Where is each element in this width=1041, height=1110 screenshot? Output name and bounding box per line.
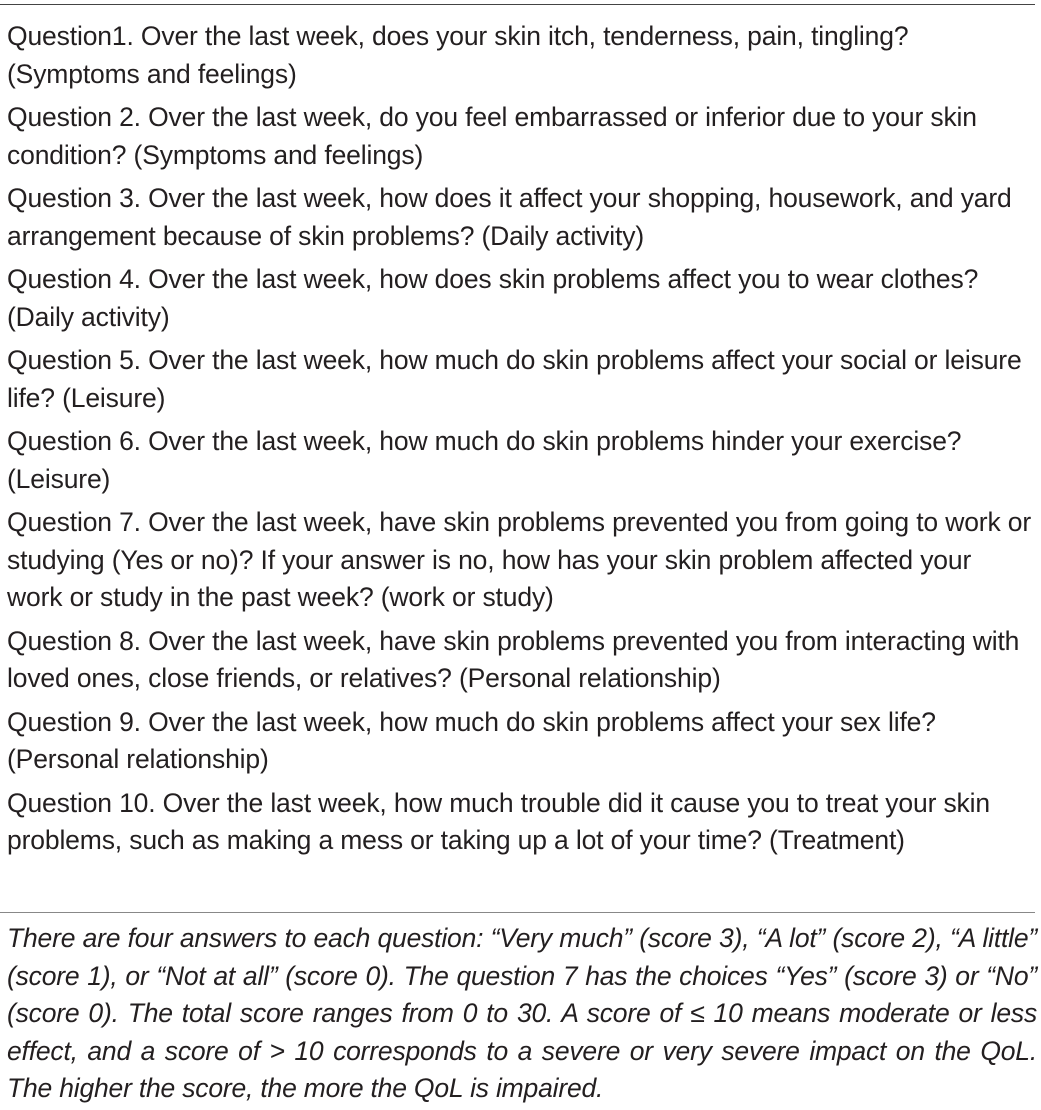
table-footnote: There are four answers to each question: “Very much” (score 3), “A lot” (score 2), “A little” (score 1), or “Not at all” (score 0). The question 7 has the choices “Yes” (score 3) or “No” (score 0). The total score ranges from 0 to 30. A score of ≤ 10 means moderate or less effect, and a score of > 10 corresponds to a severe or very severe impact on the QoL. The higher the score, the more the QoL is impaired. — [7, 923, 1037, 1104]
question-row-9: Question 9. Over the last week, how much do skin problems affect your sex life? (Personal relationship) — [7, 706, 936, 774]
top-rule — [0, 4, 1035, 5]
footnote-rule — [0, 912, 1035, 913]
question-row-7: Question 7. Over the last week, have skin problems prevented you from going to work or studying (Yes or no)? If your answer is no, how has your skin problem affected your work or study in the past week? (work or study) — [7, 507, 1032, 612]
question-row-1: Question1. Over the last week, does your skin itch, tenderness, pain, tingling? (Symptoms and feelings) — [7, 21, 909, 89]
question-row-2: Question 2. Over the last week, do you feel embarrassed or inferior due to your skin condition? (Symptoms and feelings) — [7, 102, 977, 170]
question-row-3: Question 3. Over the last week, how does it affect your shopping, housework, and yard arrangement because of skin problems? (Daily activity) — [7, 183, 1012, 251]
question-row-4: Question 4. Over the last week, how does skin problems affect you to wear clothes? (Daily activity) — [7, 264, 979, 332]
question-row-10: Question 10. Over the last week, how much trouble did it cause you to treat your skin problems, such as making a mess or taking up a lot of your time? (Treatment) — [7, 787, 990, 855]
question-row-6: Question 6. Over the last week, how much do skin problems hinder your exercise? (Leisure) — [7, 426, 962, 494]
question-row-5: Question 5. Over the last week, how much do skin problems affect your social or leisure life? (Leisure) — [7, 345, 1022, 413]
question-row-8: Question 8. Over the last week, have skin problems prevented you from interacting with loved ones, close friends, or relatives? (Personal relationship) — [7, 625, 1020, 693]
question-list — [7, 18, 1033, 860]
